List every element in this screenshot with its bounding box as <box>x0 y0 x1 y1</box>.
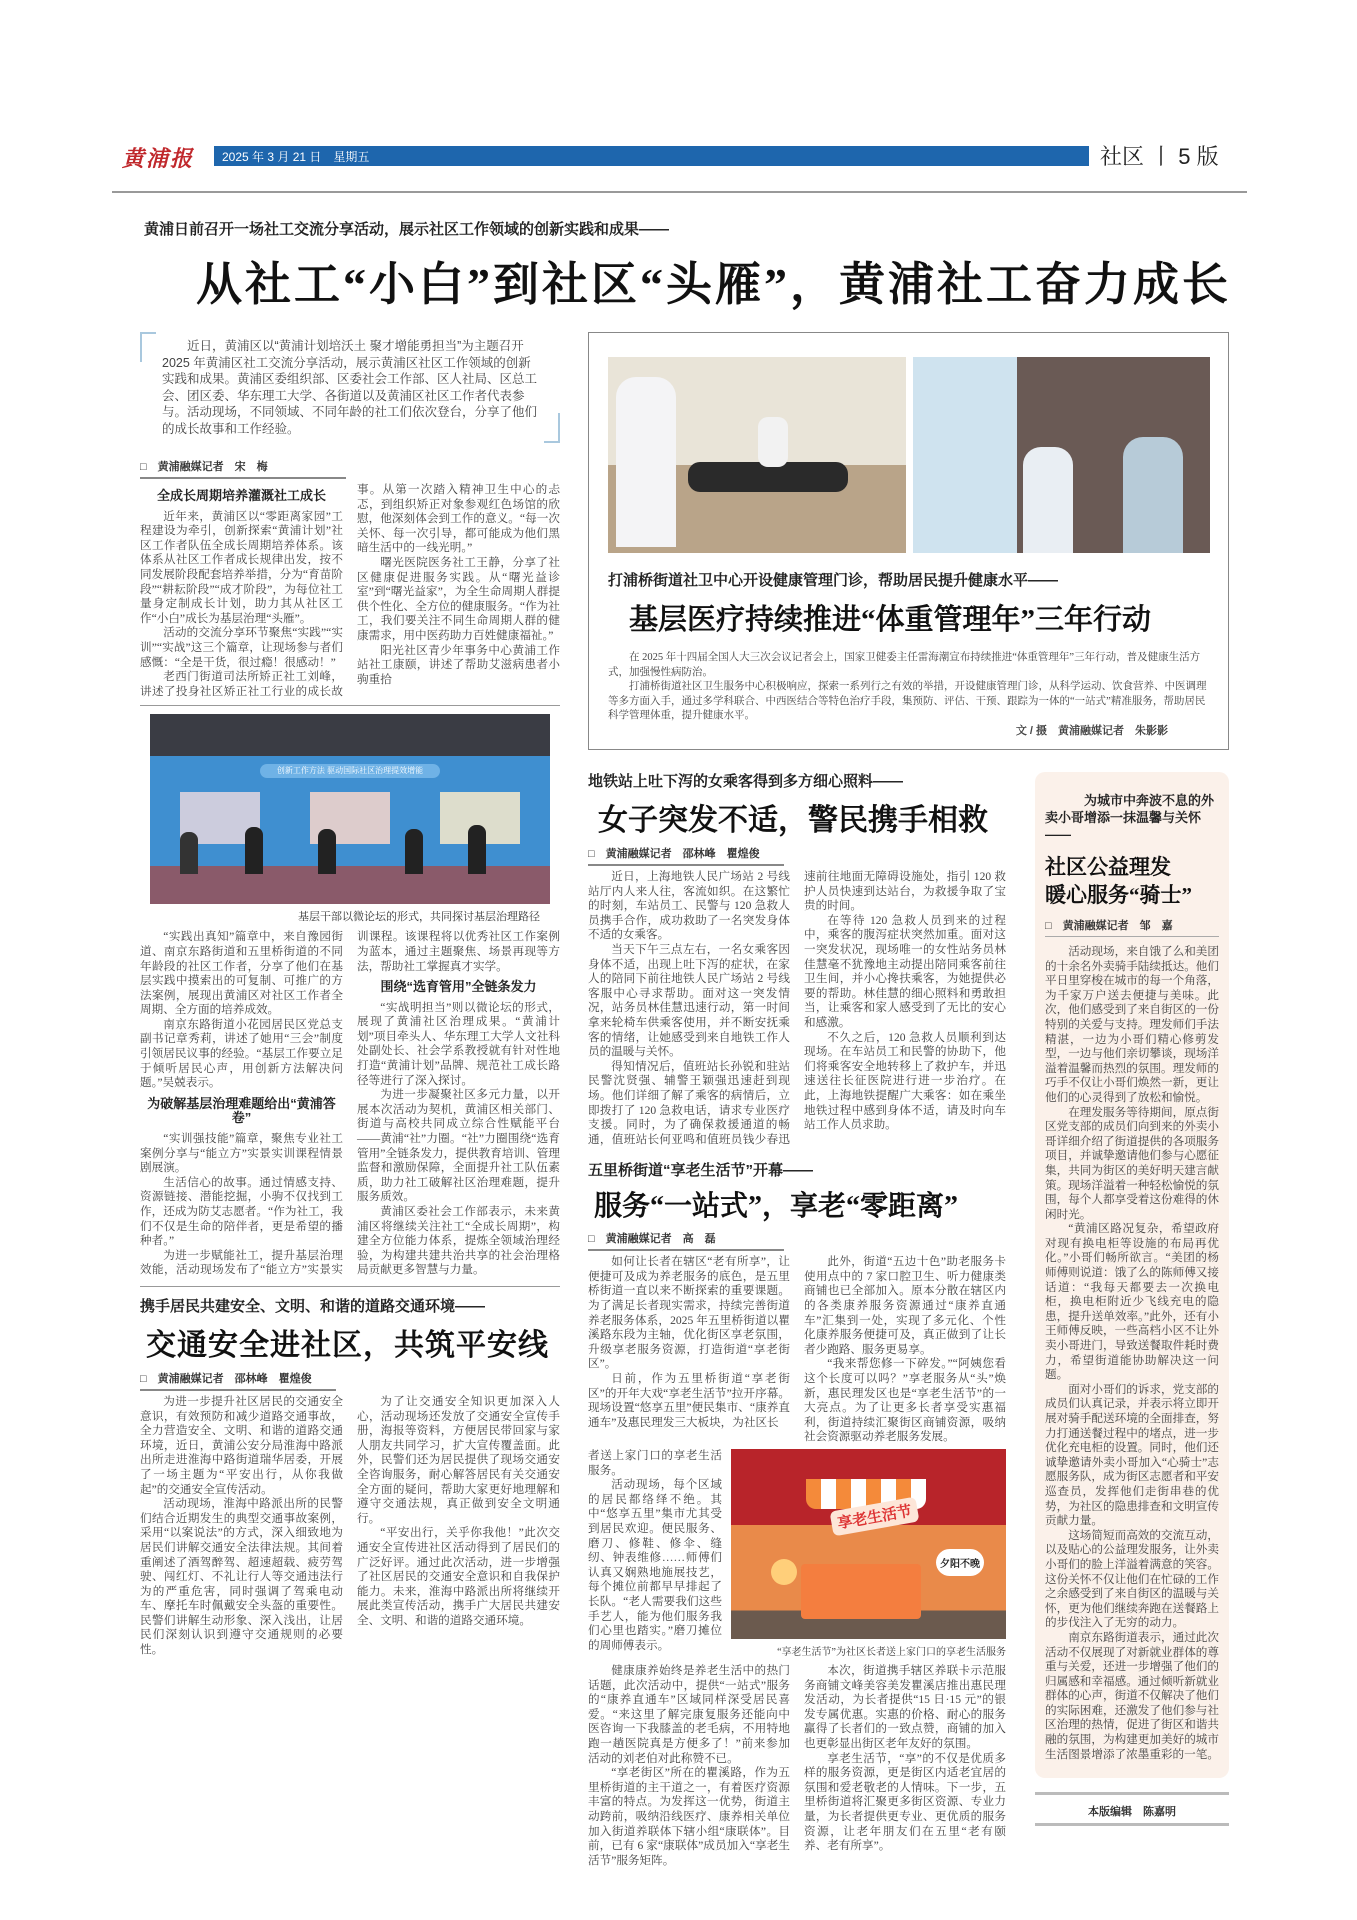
divider <box>140 1286 560 1287</box>
date-bar <box>214 146 1089 166</box>
festival-sign: 享老生活节 <box>829 1497 919 1537</box>
paragraph: “实践出真知”篇章中，来自豫园街道、南京东路街道和五里桥街道的不同年龄段的社区工作者，分享了他们在基层实践中摸索出的可复制、可推广的方法案例，展现出黄浦区对社区工作者全周期、全方面的培养成效。 <box>140 930 343 1017</box>
paragraph: 在等待 120 急救人员到来的过程中，乘客的腹泻症状突然加重。面对这一突发状况，现场唯一的女性站务员林佳慧毫不犹豫地主动提出陪同乘客前往卫生间，并小心搀扶乘客，为她提供必要的帮助。林佳慧的细心照料和勇敢担当，让乘客和家人感受到了无比的安心和感激。 <box>804 913 1006 1029</box>
headline-line: 社区公益理发 <box>1045 855 1171 879</box>
elder-body-2 <box>588 1449 722 1658</box>
paragraph: “实战明担当”则以微论坛的形式，展现了黄浦社区治理成果。“黄浦计划”项目牵头人、华东理工大学人文社科处副处长、社会学系教授就有针对性地打造“黄浦计划”品牌、规范社工成长路径等进行了深入探讨。 <box>357 1000 560 1087</box>
lead-body-1 <box>140 483 560 699</box>
paragraph: 活动现场，来自饿了么和美团的十余名外卖骑手陆续抵达。他们平日里穿梭在城市的每一个角落，为千家万户送去便捷与美味。此次，他们感受到了来自街区的一份特别的关爱与支持。理发师们手法精湛，一边为小哥们精心修剪发型，一边与他们亲切攀谈，现场洋溢着温馨而热烈的氛围。理发师的巧手不仅让小哥们焕然一新，更让他们的心灵得到了放松和愉悦。 <box>1045 945 1219 1104</box>
elder-kicker: 五里桥街道“享老生活节”开幕—— <box>588 1162 814 1180</box>
header-divider <box>112 191 1247 193</box>
clinic-photo <box>608 357 906 553</box>
festival-photo <box>731 1449 1006 1639</box>
paragraph: 南京东路街道表示，通过此次活动不仅展现了对新就业群体的尊重与关爱，还进一步增强了他们的归属感和幸福感。通过倾听新就业群体的心声，街道不仅解决了他们的实际困难，还激发了他们参与社区治理的热情，促进了街区和谐共融的氛围，为构建更加美好的城市生活图景增添了浓墨重彩的一笔。 <box>1045 1630 1219 1761</box>
sidebar-article <box>1035 772 1229 1778</box>
lead-byline: □ 黄浦融媒记者 宋 梅 <box>140 458 346 479</box>
photo-caption: “享老生活节”为社区长者送上家门口的享老生活服务 <box>777 1647 1006 1658</box>
elder-body-3 <box>588 1664 1006 1868</box>
bracket-decoration <box>140 332 156 362</box>
issue-date: 2025 年 3 月 21 日 星期五 <box>222 150 370 164</box>
lead-headline: 从社工“小白”到社区“头雁”，黄浦社工奋力成长 <box>196 259 1231 310</box>
traffic-headline: 交通安全进社区，共筑平安线 <box>146 1328 549 1362</box>
paragraph: 这场简短而高效的交流互动，以及贴心的公益理发服务，让外卖小哥们的脸上洋溢着满意的笑容。这份关怀不仅让他们在忙碌的工作之余感受到了来自街区的温暖与关怀，更为他们继续奔跑在送餐路上的步伐注入了无穷的动力。 <box>1045 1528 1219 1630</box>
forum-photo <box>150 714 550 904</box>
divider <box>140 705 560 706</box>
sidebar-headline <box>1045 853 1219 909</box>
screen-banner: 创新工作方法 驱动国际社区治理提效增能 <box>260 764 440 778</box>
paragraph: 阳光社区青少年事务中心黄浦工作站社工康颐，讲述了帮助艾滋病患者小驹重拾 <box>357 643 560 686</box>
paragraph: “我来帮您修一下碎发。”“阿姨您看这个长度可以吗？”享老服务从“头”焕新，惠民理发区也是“享老生活节”的一大亮点。为了让更多长者享受实惠福利，街道持续汇聚街区商铺资源，吸纳社会资源驱动养老服务发展。 <box>804 1357 1006 1444</box>
paragraph: 在 2025 年十四届全国人大三次会议记者会上，国家卫健委主任雷海潮宣布持续推进“体重管理年”三年行动，普及健康生活方式，加强慢性病防治。 <box>608 652 1201 678</box>
traffic-byline: □ 黄浦融媒记者 邵林峰 瞿煌俊 <box>140 1370 336 1391</box>
sidebar-body <box>1045 945 1219 1762</box>
festival-photo-block <box>731 1449 1006 1658</box>
health-article-box <box>588 332 1229 750</box>
left-column <box>140 458 560 1658</box>
metro-body <box>588 870 1006 1147</box>
metro-kicker: 地铁站上吐下泻的女乘客得到多方细心照料—— <box>588 773 904 790</box>
paragraph: 此外，街道“五边十色”助老服务卡使用点中的 7 家口腔卫生、听力健康类商铺也已全部加入。原本分散在辖区内的各类康养服务资源通过“康养直通车”汇集到一处，实现了多元化、个性化康养服务便捷可及，真正做到了让长者少跑路、服务更易享。 <box>804 1255 1006 1356</box>
photo-caption: 基层干部以微论坛的形式，共同探讨基层治理路径 <box>298 911 540 924</box>
headline-line: 暖心服务“骑士” <box>1045 883 1192 907</box>
paragraph: “平安出行，关乎你我他！”此次交通安全宣传进社区活动得到了居民们的广泛好评。通过此次活动，进一步增强了社区居民的交通安全意识和自我保护能力。未来，淮海中路派出所将继续开展此类宣传活动，携手广大居民共建安全、文明、和谐的道路交通环境。 <box>357 1526 560 1627</box>
lead-body-2 <box>140 930 560 1278</box>
festival-sign: 夕阳不晚 <box>936 1549 984 1576</box>
elder-photo-row <box>588 1449 1006 1658</box>
paragraph: 为进一步赋能社工，提升基层治理效能，活动现场发布了“能立方”实景实训课程。该课程将以优秀社区工作案例为蓝本，通过主题聚焦、场景再现等方法，帮助社工掌握真才实学。 <box>140 930 560 1277</box>
traffic-kicker: 携手居民共建安全、文明、和谐的道路交通环境—— <box>140 1297 486 1315</box>
paragraph: 享老生活节，“享”的不仅是优质多样的服务资源，更是街区内适老宜居的氛围和爱老敬老的人情味。下一步，五里桥街道将汇聚更多街区资源、专业力量，为长者提供更专业、更优质的服务资源，让老年朋友们在五里“老有颐养、老有所享”。 <box>804 1751 1006 1853</box>
paragraph: 得知情况后，值班站长孙锐和驻站民警沈贤强、辅警王颖强迅速赶到现场。他们详细了解了乘客的病情后，立即拨打了 120 急救电话，请求专业医疗支援。同时，为了确保救援通道的畅通，值班站长何亚鸣和值班员钱少春迅速前往地面无障碍设施处，指引 120 救护人员快速到达站台，为救援争取了宝贵的时间。 <box>588 870 1006 1146</box>
page-editor: 本版编辑 陈嘉明 <box>1035 1792 1229 1826</box>
paragraph: 当天下午三点左右，一名女乘客因身体不适，出现上吐下泻的症状，在家人的陪同下前往地铁人民广场站 2 号线客服中心寻求帮助。面对这一突发情况，站务员林佳慧迅速行动，第一时间拿来轮椅车供乘客使用，并不断安抚乘客的情绪，让她感受到来自地铁工作人员的温暖与关怀。 <box>588 942 790 1059</box>
elder-headline: 服务“一站式”，享老“零距离” <box>594 1191 959 1223</box>
elder-body-1 <box>588 1255 1006 1445</box>
subheading: 全成长周期培养灌溉社工成长 <box>156 488 326 503</box>
paragraph: 本次，街道携手辖区养联卡示范服务商铺文峰美容美发瞿溪店推出惠民理发活动，为长者提供“15 日·15 元”的银发专属优惠。实惠的价格、耐心的服务赢得了长者们的一致点赞，商铺的加入也更彰显出街区老年友好的氛围。 <box>804 1664 1006 1750</box>
paragraph: 为了让交通安全知识更加深入人心，活动现场还发放了交通安全宣传手册，海报等资料，方便居民带回家与家人朋友共同学习，扩大宣传覆盖面。此外，民警们还为居民提供了现场交通安全咨询服务，耐心解答居民有关交通安全方面的疑问，帮助大家更好地理解和遵守交通法规，真正做到安全文明通行。 <box>357 1394 560 1525</box>
paragraph: 曙光医院医务社工王静，分享了社区健康促进服务实践。从“曙光益诊室”到“曙光益家”，为全生命周期人群提供个性化、全方位的健康服务。“作为社工，我们要关注不同生命周期人群的健康需求，用中医药助力百姓健康福祉。” <box>357 555 560 642</box>
health-headline: 基层医疗持续推进“体重管理年”三年行动 <box>629 604 1152 636</box>
paragraph: 健康康养始终是养老生活中的热门话题，此次活动中，提供“一站式”服务的“康养直通车”区域同样深受居民喜爱。“来这里了解完康复服务还能向中医咨询一下我膝盖的老毛病，不用特地跑一趟医院真是方便多了！”前来参加活动的刘老伯对此称赞不已。 <box>588 1664 790 1765</box>
paragraph: 活动的交流分享环节聚焦“实践”“实训”“实战”这三个篇章，让现场参与者们感慨：“全是干货，很过瘾！很感动！” <box>140 626 343 669</box>
elder-byline: □ 黄浦融媒记者 高 磊 <box>588 1230 784 1251</box>
paragraph: 南京东路街道小花园居民区党总支副书记章秀莉，讲述了她用“三会”制度引领居民议事的经验。“基层工作要立足于倾听居民心声，用创新方法解决问题。”吴兢表示。 <box>140 1017 343 1090</box>
metro-headline: 女子突发不适，警民携手相救 <box>598 804 988 837</box>
newspaper-logo: 黄浦报 <box>122 146 195 171</box>
paragraph: 活动现场，每个区域的居民都络绎不绝。其中“悠享五里”集市尤其受到居民欢迎。便民服务、磨刀、修鞋、修伞、缝纫、钟表维修……师傅们认真又娴熟地施展技艺，每个摊位前都早早排起了长队。“老人需要我们这些手艺人，能为他们服务我们心里也踏实。”磨刀摊位的周师傅表示。 <box>588 1478 722 1652</box>
paragraph: “黄浦区路况复杂，希望政府对现有换电柜等设施的布局再优化。”小哥们畅所欲言。“美团的杨师傅则说道：饿了么的陈师傅又接话道：“我每天都要去一次换电柜，换电柜附近少飞线充电的隐患，提升送单效率。”此外，还有小王师傅反映，一些高档小区不让外卖小哥进门，导致送餐取件耗时费力，希望街道能协助解决这一问题。 <box>1045 1222 1219 1382</box>
traffic-body <box>140 1395 560 1658</box>
bracket-decoration <box>544 413 560 443</box>
clinic-consult-photo <box>913 357 1210 553</box>
lead-kicker: 黄浦日前召开一场社工交流分享活动，展示社区工作领域的创新实践和成果—— <box>144 221 670 238</box>
subheading: 围绕“选育管用”全链条发力 <box>380 979 537 995</box>
lead-summary <box>140 332 560 443</box>
paragraph: 为进一步凝聚社区多元力量，以开展本次活动为契机，黄浦区相关部门、街道与高校共同成立综合性赋能平台——黄浦“社”力圈。“社”力圈围绕“选育管用”全链条发力，提供教育培训、管理监督和激励保障，全面提升社工队伍素质，助力社工破解社区治理难题，提升服务质效。 <box>357 1088 560 1204</box>
paragraph: 在理发服务等待期间，原点街区党支部的成员们向到来的外卖小哥详细介绍了街道提供的各项服务项目，并诚挚邀请他们参与心愿征集，共同为街区的美好明天建言献策。现场洋溢着一种轻松愉悦的氛围，每个人都享受着这份难得的休闲时光。 <box>1045 1105 1219 1221</box>
paragraph: 如何让长者在辖区“老有所享”，让便捷可及成为养老服务的底色，是五里桥街道一直以来不断探索的重要课题。为了满足长者现实需求，持续完善街道养老服务体系，2025 年五里桥街道以瞿溪路东段为主轴，优化街区享老氛围，升级享老服务资源，打造街道“享老街区”。 <box>588 1255 790 1371</box>
paragraph: “实训强技能”篇章，聚焦专业社工案例分享与“能立方”实景实训课程情景剧展演。 <box>140 1132 343 1175</box>
health-credit: 文 / 摄 黄浦融媒记者 朱影影 <box>1015 724 1168 737</box>
sidebar-byline: □ 黄浦融媒记者 邹 嘉 <box>1045 917 1219 937</box>
paragraph: 为进一步提升社区居民的交通安全意识，有效预防和减少道路交通事故，全力营造安全、文明、和谐的道路交通环境，近日，黄浦公安分局淮海中路派出所走进淮海中路街道瑞华居委，开展了一场主题为“平安出行，从你我做起”的交通安全宣传活动。 <box>140 1394 343 1496</box>
metro-byline: □ 黄浦融媒记者 邵林峰 瞿煌俊 <box>588 845 784 866</box>
paragraph: 打浦桥街道社区卫生服务中心积极响应，探索一系列行之有效的举措，开设健康管理门诊，从科学运动、饮食营养、中医调理等多方面入手，通过多学科联合、中西医结合等特色治疗手段，集预防、评估、干预、跟踪为一体的“一站式”精准服务，帮助居民科学管理体重，提升健康水平。 <box>608 681 1207 721</box>
paragraph: 近年来，黄浦区以“零距离家园”工程建设为牵引，创新探索“黄浦计划”社区工作者队伍全成长周期培养体系。该体系从社区工作者成长规律出发，按不同发展阶段配套培养举措，分为“育苗阶段”“耕耘阶段”“成才阶段”，为每位社工量身定制成长计划，助力其从社区工作“小白”成长为基层治理“头雁”。 <box>140 509 343 625</box>
paragraph: 者送上家门口的享老生活服务。 <box>588 1449 722 1477</box>
paragraph: 黄浦区委社会工作部表示，未来黄浦区将继续关注社工“全成长周期”，构建全方位能力体系，提炼全领域治理经验，为构建共建共治共享的社会治理格局贡献更多智慧与力量。 <box>357 1205 560 1277</box>
sidebar-kicker: 为城市中奔波不息的外卖小哥增添一抹温馨与关怀—— <box>1045 793 1215 842</box>
paragraph: 不久之后，120 急救人员顺利到达现场。在车站员工和民警的协助下，他们将乘客安全地转移上了救护车，并迅速送往长征医院进行进一步治疗。在此，上海地铁提醒广大乘客：如在乘坐地铁过程中感到身体不适，请及时向车站工作人员求助。 <box>804 1030 1006 1132</box>
paragraph: 近日，上海地铁人民广场站 2 号线站厅内人来人往，客流如织。在这繁忙的时刻，车站员工、民警与 120 急救人员携手合作，成功救助了一名突发身体不适的女乘客。 <box>588 870 790 942</box>
health-kicker: 打浦桥街道社卫中心开设健康管理门诊，帮助居民提升健康水平—— <box>608 572 1059 589</box>
paragraph: “享老街区”所在的瞿溪路，作为五里桥街道的主干道之一，有着医疗资源丰富的特点。为发挥这一优势，街道主动跨前，吸纳沿线医疗、康养相关单位加入街道养联体下辖小组“康联体”。目前，已有 6 家“康联体”成员加入“享老生活节”服务矩阵。 <box>588 1766 790 1867</box>
subheading: 为破解基层治理难题给出“黄浦答卷” <box>147 1095 336 1126</box>
paragraph: 日前，作为五里桥街道“享老街区”的开年大戏“享老生活节”拉开序幕。现场设置“悠享五里”便民集市、“康养直通车”及惠民理发三大板块，为社区长 <box>588 1372 790 1429</box>
right-column <box>1035 772 1229 1826</box>
middle-column <box>588 770 1006 1868</box>
paragraph: 老西门街道司法所矫正社工刘峰，讲述了投身社区矫正社工行业的成长故事。从第一次踏入精神卫生中心的忐忑，到组织矫正对象参观红色场馆的欣慰，他深刻体会到工作的意义。“每一次关怀、每一次引导，都可能成为他们黑暗生活中的一线光明。” <box>140 483 560 698</box>
lead-paragraph: 近日，黄浦区以“黄浦计划培沃土 聚才增能勇担当”为主题召开2025 年黄浦区社工交流分享活动，展示黄浦区社区工作领域的创新实践和成果。黄浦区委组织部、区委社会工作部、区人社局、区总工会、团区委、华东理工大学、各街道以及黄浦区社区工作者代表参与。活动现场，不同领域、不同年龄的社工们依次登台，分享了他们的成长故事和工作经验。 <box>162 339 538 436</box>
health-body <box>608 651 1208 738</box>
paragraph: 面对小哥们的诉求，党支部的成员们认真记录，并表示将立即开展对骑手配送环境的全面排查，努力打通送餐过程中的堵点，进一步优化充电柜的设置。同时，他们还诚挚邀请外卖小哥加入“心骑士”志愿服务队，成为街区志愿者和平安巡查员，发挥他们走街串巷的优势，为社区的隐患排查和文明宣传贡献力量。 <box>1045 1382 1219 1528</box>
section-page-label: 社区 丨 5 版 <box>1100 144 1219 169</box>
paragraph: 生活信心的故事。通过情感支持、资源链接、潜能挖掘，小驹不仅找到工作，还成为防艾志愿者。“作为社工，我们不仅是生命的陪伴者，更是希望的播种者。” <box>140 1175 343 1248</box>
paragraph: 活动现场，淮海中路派出所的民警们结合近期发生的典型交通事故案例，采用“以案说法”的方式，深入细致地为居民们讲解交通安全法律法规。其间着重阐述了酒驾醉驾、超速超载、疲劳驾驶、闯红灯、不礼让行人等交通违法行为的严重危害，同时强调了驾乘电动车、摩托车时佩戴安全头盔的重要性。民警们讲解生动形象、深入浅出，让居民们深刻认识到遵守交通规则的必要性。 <box>140 1497 343 1657</box>
